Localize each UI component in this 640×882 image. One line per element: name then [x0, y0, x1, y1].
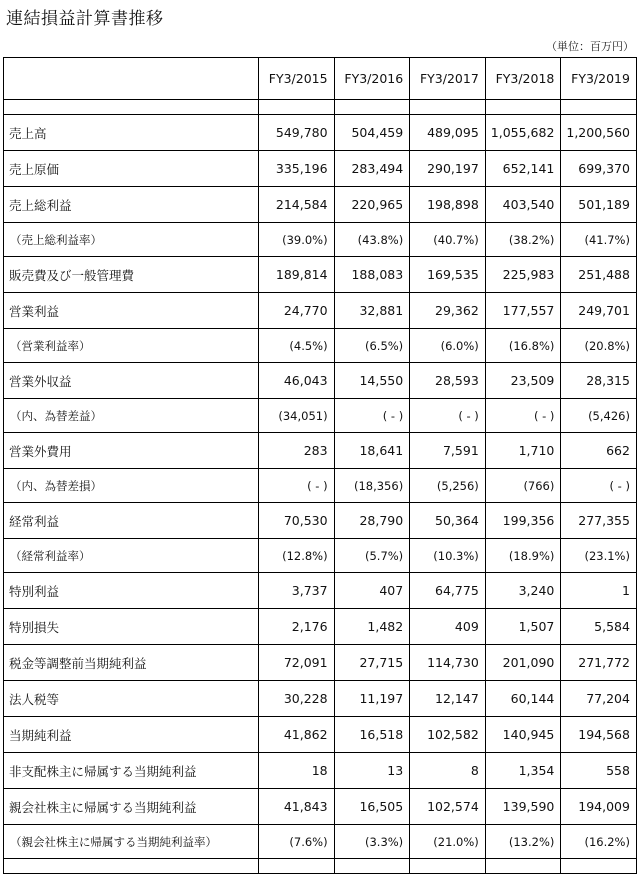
value-cell: 30,228: [259, 681, 335, 717]
value-cell: ( - ): [259, 469, 335, 503]
table-header-row: [4, 58, 637, 100]
table-row: [4, 257, 637, 293]
value-cell: 3,737: [259, 573, 335, 609]
row-label: 売上総利益: [4, 187, 259, 223]
value-cell: 277,355: [561, 503, 637, 539]
table-row: [4, 753, 637, 789]
row-label: 非支配株主に帰属する当期純利益: [4, 753, 259, 789]
value-cell: 199,356: [485, 503, 561, 539]
unit-note: （単位：百万円）: [546, 40, 634, 53]
value-cell: (39.0%): [259, 223, 335, 257]
value-cell: (7.6%): [259, 825, 335, 859]
value-cell: 70,530: [259, 503, 335, 539]
row-label: （営業利益率）: [4, 329, 259, 363]
value-cell: 662: [561, 433, 637, 469]
value-cell: 13: [334, 753, 410, 789]
row-label: 営業外費用: [4, 433, 259, 469]
value-cell: 64,775: [410, 573, 486, 609]
year-header: FY3/2016: [334, 58, 410, 100]
value-cell: (16.2%): [561, 825, 637, 859]
ratio-row: [4, 223, 637, 257]
value-cell: (5,426): [561, 399, 637, 433]
value-cell: 28,315: [561, 363, 637, 399]
value-cell: 24,770: [259, 293, 335, 329]
value-cell: (4.5%): [259, 329, 335, 363]
value-cell: 102,582: [410, 717, 486, 753]
table-row: [4, 433, 637, 469]
value-cell: (40.7%): [410, 223, 486, 257]
value-cell: 220,965: [334, 187, 410, 223]
value-cell: 283: [259, 433, 335, 469]
spacer-cell: [485, 859, 561, 874]
value-cell: 18,641: [334, 433, 410, 469]
table-row: [4, 503, 637, 539]
row-label: 営業利益: [4, 293, 259, 329]
spacer-cell: [485, 100, 561, 115]
spacer-cell: [334, 859, 410, 874]
value-cell: ( - ): [334, 399, 410, 433]
value-cell: 549,780: [259, 115, 335, 151]
ratio-row: [4, 539, 637, 573]
table-row: [4, 717, 637, 753]
value-cell: (16.8%): [485, 329, 561, 363]
value-cell: 114,730: [410, 645, 486, 681]
value-cell: 12,147: [410, 681, 486, 717]
year-header: FY3/2017: [410, 58, 486, 100]
row-label: 販売費及び一般管理費: [4, 257, 259, 293]
value-cell: 188,083: [334, 257, 410, 293]
spacer-row: [4, 100, 637, 115]
value-cell: 102,574: [410, 789, 486, 825]
value-cell: 501,189: [561, 187, 637, 223]
spacer-cell: [4, 859, 259, 874]
value-cell: ( - ): [561, 469, 637, 503]
row-label: 当期純利益: [4, 717, 259, 753]
row-label: 特別損失: [4, 609, 259, 645]
value-cell: 77,204: [561, 681, 637, 717]
value-cell: 5,584: [561, 609, 637, 645]
ratio-row: [4, 329, 637, 363]
value-cell: 41,862: [259, 717, 335, 753]
value-cell: (34,051): [259, 399, 335, 433]
ratio-row: [4, 399, 637, 433]
value-cell: 194,568: [561, 717, 637, 753]
table-row: [4, 573, 637, 609]
value-cell: 189,814: [259, 257, 335, 293]
value-cell: 283,494: [334, 151, 410, 187]
table-row: [4, 115, 637, 151]
value-cell: 18: [259, 753, 335, 789]
value-cell: 46,043: [259, 363, 335, 399]
value-cell: 14,550: [334, 363, 410, 399]
spacer-cell: [334, 100, 410, 115]
value-cell: 28,593: [410, 363, 486, 399]
value-cell: (10.3%): [410, 539, 486, 573]
ratio-row: [4, 825, 637, 859]
row-label: 税金等調整前当期純利益: [4, 645, 259, 681]
value-cell: 1: [561, 573, 637, 609]
spacer-cell: [410, 100, 486, 115]
value-cell: 251,488: [561, 257, 637, 293]
value-cell: 1,507: [485, 609, 561, 645]
value-cell: 1,482: [334, 609, 410, 645]
spacer-cell: [259, 100, 335, 115]
value-cell: 72,091: [259, 645, 335, 681]
table-row: [4, 681, 637, 717]
spacer-cell: [410, 859, 486, 874]
spacer-cell: [561, 859, 637, 874]
table-row: [4, 151, 637, 187]
value-cell: (43.8%): [334, 223, 410, 257]
value-cell: 169,535: [410, 257, 486, 293]
value-cell: (5,256): [410, 469, 486, 503]
value-cell: 1,354: [485, 753, 561, 789]
value-cell: 8: [410, 753, 486, 789]
value-cell: 1,710: [485, 433, 561, 469]
header-label-cell: [4, 58, 259, 100]
row-label: （経常利益率）: [4, 539, 259, 573]
value-cell: 335,196: [259, 151, 335, 187]
value-cell: 409: [410, 609, 486, 645]
value-cell: (18,356): [334, 469, 410, 503]
year-header: FY3/2015: [259, 58, 335, 100]
value-cell: (6.5%): [334, 329, 410, 363]
page-title: 連結損益計算書推移: [6, 9, 164, 29]
value-cell: (766): [485, 469, 561, 503]
row-label: （内、為替差益）: [4, 399, 259, 433]
value-cell: 16,505: [334, 789, 410, 825]
row-label: 経常利益: [4, 503, 259, 539]
value-cell: (13.2%): [485, 825, 561, 859]
table-row: [4, 363, 637, 399]
value-cell: 699,370: [561, 151, 637, 187]
row-label: 特別利益: [4, 573, 259, 609]
value-cell: 214,584: [259, 187, 335, 223]
value-cell: (5.7%): [334, 539, 410, 573]
value-cell: 3,240: [485, 573, 561, 609]
value-cell: 139,590: [485, 789, 561, 825]
value-cell: 1,200,560: [561, 115, 637, 151]
spacer-cell: [4, 100, 259, 115]
spacer-cell: [259, 859, 335, 874]
value-cell: 140,945: [485, 717, 561, 753]
value-cell: ( - ): [410, 399, 486, 433]
value-cell: 504,459: [334, 115, 410, 151]
table-row: [4, 789, 637, 825]
value-cell: 2,176: [259, 609, 335, 645]
spacer-row: [4, 859, 637, 874]
table-row: [4, 645, 637, 681]
row-label: 営業外収益: [4, 363, 259, 399]
value-cell: (6.0%): [410, 329, 486, 363]
value-cell: 407: [334, 573, 410, 609]
row-label: （売上総利益率）: [4, 223, 259, 257]
year-header: FY3/2018: [485, 58, 561, 100]
value-cell: 249,701: [561, 293, 637, 329]
value-cell: 60,144: [485, 681, 561, 717]
table-body: [4, 100, 637, 874]
table-row: [4, 293, 637, 329]
value-cell: 489,095: [410, 115, 486, 151]
value-cell: 27,715: [334, 645, 410, 681]
value-cell: 290,197: [410, 151, 486, 187]
value-cell: (12.8%): [259, 539, 335, 573]
value-cell: 225,983: [485, 257, 561, 293]
value-cell: 28,790: [334, 503, 410, 539]
value-cell: (23.1%): [561, 539, 637, 573]
table-row: [4, 609, 637, 645]
income-statement-table: [3, 57, 637, 874]
value-cell: 29,362: [410, 293, 486, 329]
value-cell: (38.2%): [485, 223, 561, 257]
value-cell: (41.7%): [561, 223, 637, 257]
value-cell: (3.3%): [334, 825, 410, 859]
value-cell: 403,540: [485, 187, 561, 223]
row-label: 売上高: [4, 115, 259, 151]
row-label: 親会社株主に帰属する当期純利益: [4, 789, 259, 825]
value-cell: 558: [561, 753, 637, 789]
year-header: FY3/2019: [561, 58, 637, 100]
value-cell: 198,898: [410, 187, 486, 223]
value-cell: 50,364: [410, 503, 486, 539]
row-label: （親会社株主に帰属する当期純利益率）: [4, 825, 259, 859]
value-cell: (18.9%): [485, 539, 561, 573]
value-cell: 41,843: [259, 789, 335, 825]
value-cell: ( - ): [485, 399, 561, 433]
row-label: （内、為替差損）: [4, 469, 259, 503]
row-label: 法人税等: [4, 681, 259, 717]
ratio-row: [4, 469, 637, 503]
spacer-cell: [561, 100, 637, 115]
value-cell: 23,509: [485, 363, 561, 399]
value-cell: 16,518: [334, 717, 410, 753]
value-cell: 7,591: [410, 433, 486, 469]
value-cell: (21.0%): [410, 825, 486, 859]
value-cell: 177,557: [485, 293, 561, 329]
row-label: 売上原価: [4, 151, 259, 187]
value-cell: 271,772: [561, 645, 637, 681]
value-cell: 194,009: [561, 789, 637, 825]
value-cell: (20.8%): [561, 329, 637, 363]
value-cell: 201,090: [485, 645, 561, 681]
value-cell: 32,881: [334, 293, 410, 329]
value-cell: 1,055,682: [485, 115, 561, 151]
value-cell: 652,141: [485, 151, 561, 187]
table-row: [4, 187, 637, 223]
value-cell: 11,197: [334, 681, 410, 717]
